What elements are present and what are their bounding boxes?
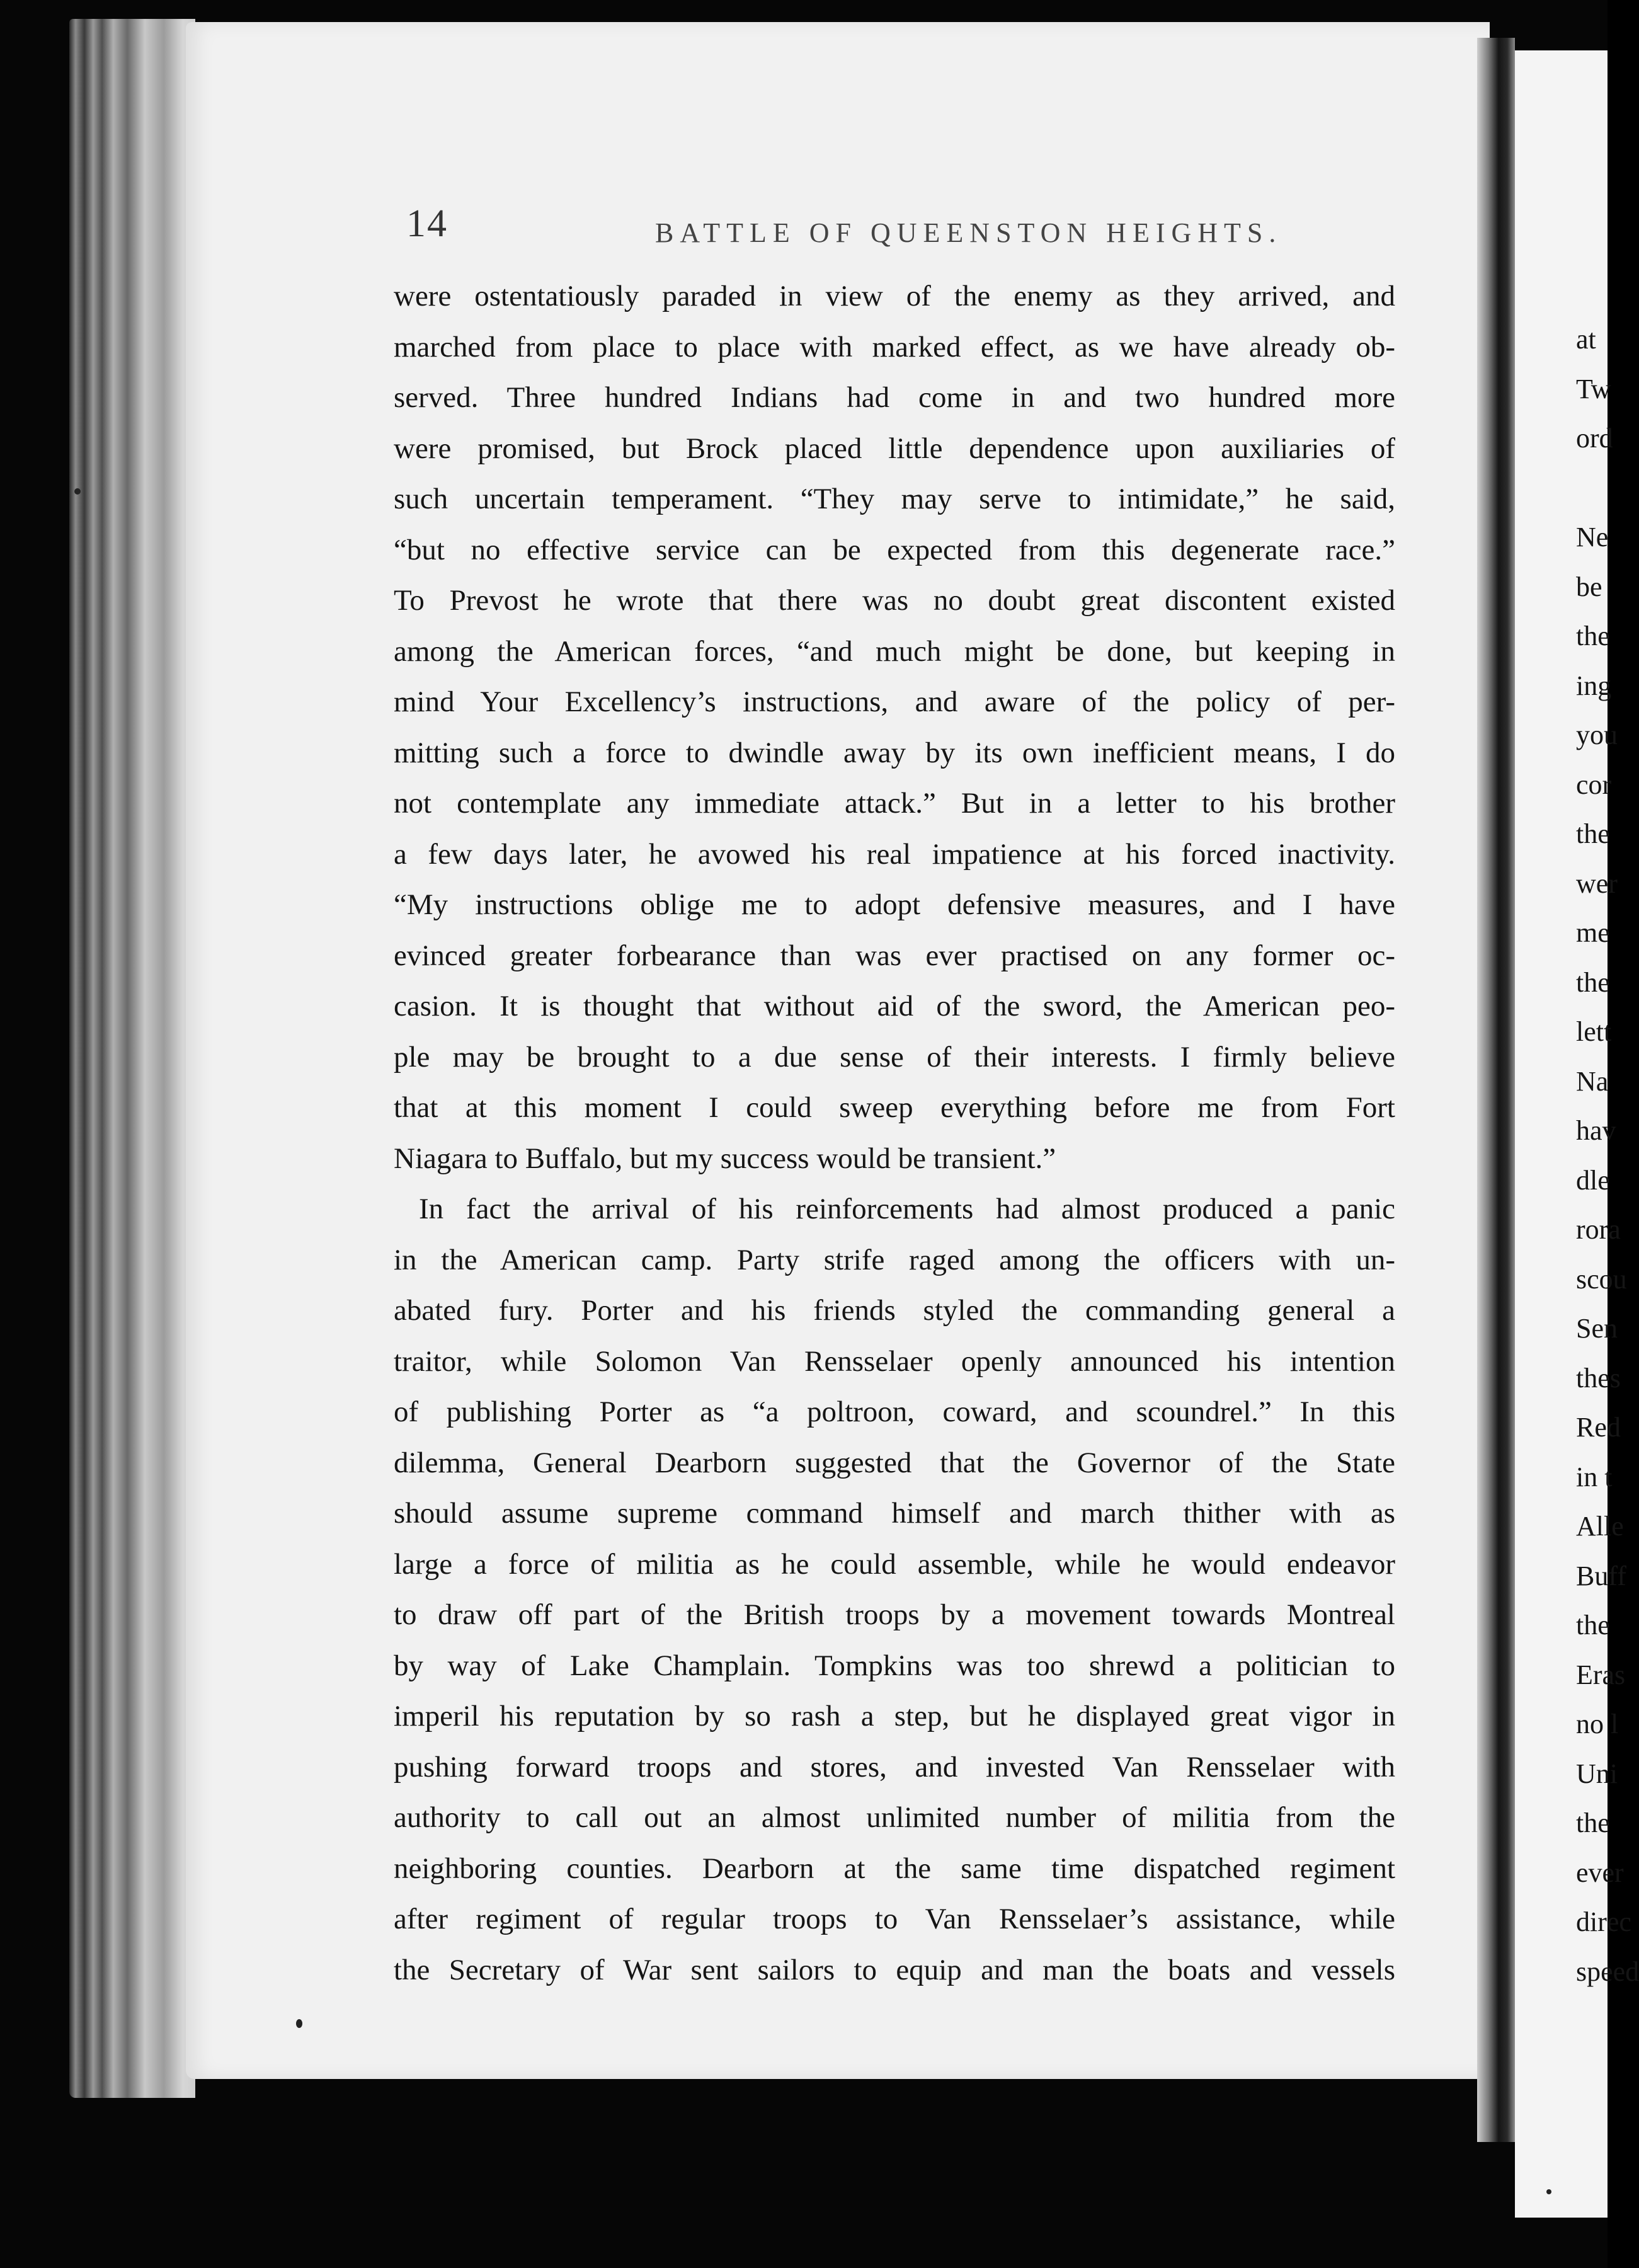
facing-text-line: scou <box>1576 1263 1627 1295</box>
text-line: a few days later, he avowed his real impatience at his forced inactivity. <box>394 837 1395 871</box>
facing-text-line: Sen <box>1576 1313 1618 1344</box>
text-line: that at this moment I could sweep everything before me from Fort <box>394 1091 1395 1124</box>
text-line: abated fury. Porter and his friends styled the commanding general a <box>394 1294 1395 1327</box>
text-line: Niagara to Buffalo, but my success would be transient.” <box>394 1142 1056 1175</box>
text-line: the Secretary of War sent sailors to equip and man the boats and vessels <box>394 1953 1395 1986</box>
text-line: marched from place to place with marked effect, as we have already ob- <box>394 330 1395 364</box>
ink-speck <box>1546 2189 1551 2194</box>
facing-text-line: ord <box>1576 423 1613 454</box>
text-line: such uncertain temperament. “They may serve to intimidate,” he said, <box>394 483 1395 515</box>
text-line: large a force of militia as he could assemble, while he would endeavor <box>394 1547 1395 1581</box>
text-line: should assume supreme command himself and march thither with as <box>394 1497 1395 1530</box>
text-line: served. Three hundred Indians had come in and two hundred more <box>394 381 1395 414</box>
facing-text-line: the <box>1576 621 1610 651</box>
facing-text-line: Alle <box>1576 1511 1624 1542</box>
facing-text-line: speed <box>1576 1956 1639 1987</box>
text-line: dilemma, General Dearborn suggested that the Governor of the State <box>394 1446 1395 1479</box>
text-line: mind Your Excellency’s instructions, and aware of the policy of per- <box>394 685 1395 718</box>
facing-text-line: no l <box>1576 1709 1619 1739</box>
facing-page-text <box>1576 315 1639 1996</box>
running-title: BATTLE OF QUEENSTON HEIGHTS. <box>655 217 1282 248</box>
facing-text-line: at <box>1576 324 1596 355</box>
facing-text-line: Uni <box>1576 1758 1618 1789</box>
facing-text-line: Ne <box>1576 522 1609 553</box>
text-line: ple may be brought to a due sense of their interests. I firmly believe <box>394 1040 1395 1074</box>
text-line: pushing forward troops and stores, and invested Van Rensselaer with <box>394 1750 1395 1784</box>
text-line: among the American forces, “and much might be done, but keeping in <box>394 634 1395 668</box>
facing-text-line: be <box>1576 571 1602 602</box>
text-line: to draw off part of the British troops by a movement towards Montreal <box>394 1598 1395 1631</box>
text-line: imperil his reputation by so rash a step, but he displayed great vigor in <box>394 1700 1395 1732</box>
facing-text-line: you <box>1576 719 1618 750</box>
facing-text-line: thes <box>1576 1362 1621 1394</box>
facing-text-line: ing <box>1576 670 1612 701</box>
text-line: evinced greater forbearance than was ever practised on any former oc- <box>394 939 1395 972</box>
facing-text-line: lett <box>1576 1016 1612 1047</box>
facing-text-line: rora <box>1576 1214 1621 1245</box>
text-line: “My instructions oblige me to adopt defensive measures, and I have <box>394 888 1395 921</box>
text-line: after regiment of regular troops to Van Rensselaer’s assistance, while <box>394 1903 1395 1935</box>
facing-text-line: cor <box>1576 769 1612 800</box>
facing-text-line: hav <box>1576 1115 1616 1146</box>
facing-text-line: the <box>1576 1807 1610 1838</box>
facing-text-line: the <box>1576 1610 1610 1641</box>
text-line: “but no effective service can be expected from this degenerate race.” <box>394 533 1395 566</box>
facing-text-line: Red <box>1576 1412 1621 1443</box>
ink-speck <box>74 488 81 495</box>
text-line: were ostentatiously paraded in view of the enemy as they arrived, and <box>394 280 1395 312</box>
facing-text-line: me <box>1576 917 1610 948</box>
facing-text-line: direc <box>1576 1906 1631 1937</box>
text-line: authority to call out an almost unlimited number of militia from the <box>394 1801 1395 1834</box>
facing-text-line: ever <box>1576 1857 1624 1888</box>
page-number: 14 <box>406 202 448 245</box>
body-text <box>394 271 1395 1995</box>
facing-text-line: the <box>1576 966 1610 998</box>
text-line: in the American camp. Party strife raged among the officers with un- <box>394 1243 1395 1276</box>
facing-text-line: in t <box>1576 1461 1613 1492</box>
text-line: traitor, while Solomon Van Rensselaer openly announced his intention <box>394 1344 1395 1378</box>
text-line: not contemplate any immediate attack.” But in a letter to his brother <box>394 787 1395 820</box>
text-line: mitting such a force to dwindle away by its own inefficient means, I do <box>394 736 1395 769</box>
facing-text-line: dle <box>1576 1164 1610 1196</box>
facing-text-line: Buff <box>1576 1560 1626 1591</box>
text-line: neighboring counties. Dearborn at the same time dispatched regiment <box>394 1852 1395 1885</box>
text-line: of publishing Porter as “a poltroon, coward, and scoundrel.” In this <box>394 1395 1395 1428</box>
page-edges <box>69 19 195 2098</box>
facing-text-line: the <box>1576 818 1610 849</box>
text-line: were promised, but Brock placed little dependence upon auxiliaries of <box>394 432 1395 465</box>
text-line: casion. It is thought that without aid of the sword, the American peo- <box>394 990 1395 1022</box>
facing-text-line: Eras <box>1576 1659 1626 1690</box>
facing-text-line: wer <box>1576 868 1618 899</box>
facing-text-line <box>1576 464 1620 513</box>
ink-speck <box>296 2019 302 2028</box>
text-line: by way of Lake Champlain. Tompkins was too shrewd a politician to <box>394 1649 1395 1682</box>
facing-text-line: Tw <box>1576 373 1611 404</box>
book-gutter <box>1477 38 1515 2142</box>
text-line: To Prevost he wrote that there was no doubt great discontent existed <box>394 584 1395 617</box>
facing-text-line: Na <box>1576 1065 1609 1097</box>
text-line: In fact the arrival of his reinforcements had almost produced a panic <box>419 1193 1395 1225</box>
